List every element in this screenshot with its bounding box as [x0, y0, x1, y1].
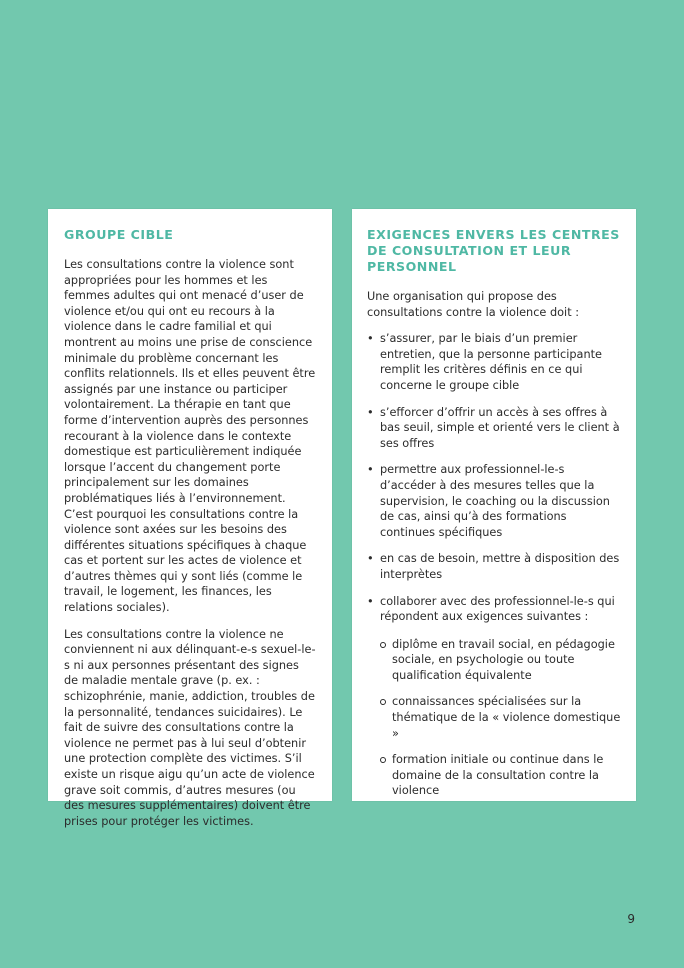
requirements-list — [367, 331, 622, 799]
requirements-list-item: • permettre aux professionnel-le-s d’accéder à des mesures telles que la supervision, le coaching ou la discussion de cas, ainsi qu’à des formations continues spécifiques — [367, 462, 622, 540]
requirements-panel — [352, 209, 636, 801]
requirements-list-item: • s’efforcer d’offrir un accès à ses offres à bas seuil, simple et orienté vers le client à ses offres — [367, 405, 622, 452]
qualifications-sublist-item: connaissances spécialisées sur la thématique de la « violence domestique » — [380, 694, 622, 741]
requirements-heading: EXIGENCES ENVERS LES CENTRES DE CONSULTATION ET LEUR PERSONNEL — [367, 227, 620, 274]
requirements-intro: Une organisation qui propose des consultations contre la violence doit : — [367, 290, 580, 319]
target-group-paragraph-1: Les consultations contre la violence sont appropriées pour les hommes et les femmes adultes qui ont menacé d’user de violence et/ou qui ont eu recours à la violence dans le cadre familial et qui montrent au moins une prise de conscience minimale du problème concernant les conflits relationnels. Ils et elles peuvent être assignés par une instance ou participer volontairement. La thérapie en tant que forme d’intervention auprès des personnes recourant à la violence dans le contexte domestique est particulièrement indiquée lorsque l’accent du changement porte principalement sur les domaines problématiques liés à l’environnement. C’est pourquoi les consultations contre la violence sont axées sur les besoins des différentes situations spécifiques à chaque cas et portent sur les actes de violence et d’autres thèmes qui y sont liés (comme le travail, le logement, les finances, les relations sociales). — [64, 258, 316, 615]
requirements-list-item-text: collaborer avec des professionnel-le-s qui répondent aux exigences suivantes : — [380, 594, 615, 624]
target-group-heading: GROUPE CIBLE — [64, 227, 174, 242]
page-number: 9 — [627, 912, 635, 926]
qualifications-sublist — [380, 637, 622, 799]
qualifications-sublist-item: diplôme en travail social, en pédagogie sociale, en psychologie ou toute qualification équivalente — [380, 637, 622, 684]
requirements-list-item: • s’assurer, par le biais d’un premier entretien, que la personne participante remplit les critères définis en ce qui concerne le groupe cible — [367, 331, 622, 393]
qualifications-sublist-item: formation initiale ou continue dans le domaine de la consultation contre la violence — [380, 752, 622, 799]
target-group-paragraph-2: Les consultations contre la violence ne conviennent ni aux délinquant-e-s sexuel-le-s ni aux personnes présentant des signes de maladie mentale grave (p. ex. : schizophrénie, manie, addiction, troubles de la personnalité, tendances suicidaires). Le fait de suivre des consultations contre la violence ne permet pas à lui seul d’obtenir une protection complète des victimes. S’il existe un risque aigu qu’un acte de violence grave soit commis, d’autres mesures (ou des mesures supplémentaires) doivent être prises pour protéger les victimes. — [64, 627, 316, 828]
requirements-list-item-collaborate — [367, 594, 622, 800]
target-group-panel — [48, 209, 332, 828]
requirements-list-item: • en cas de besoin, mettre à disposition des interprètes — [367, 551, 622, 582]
